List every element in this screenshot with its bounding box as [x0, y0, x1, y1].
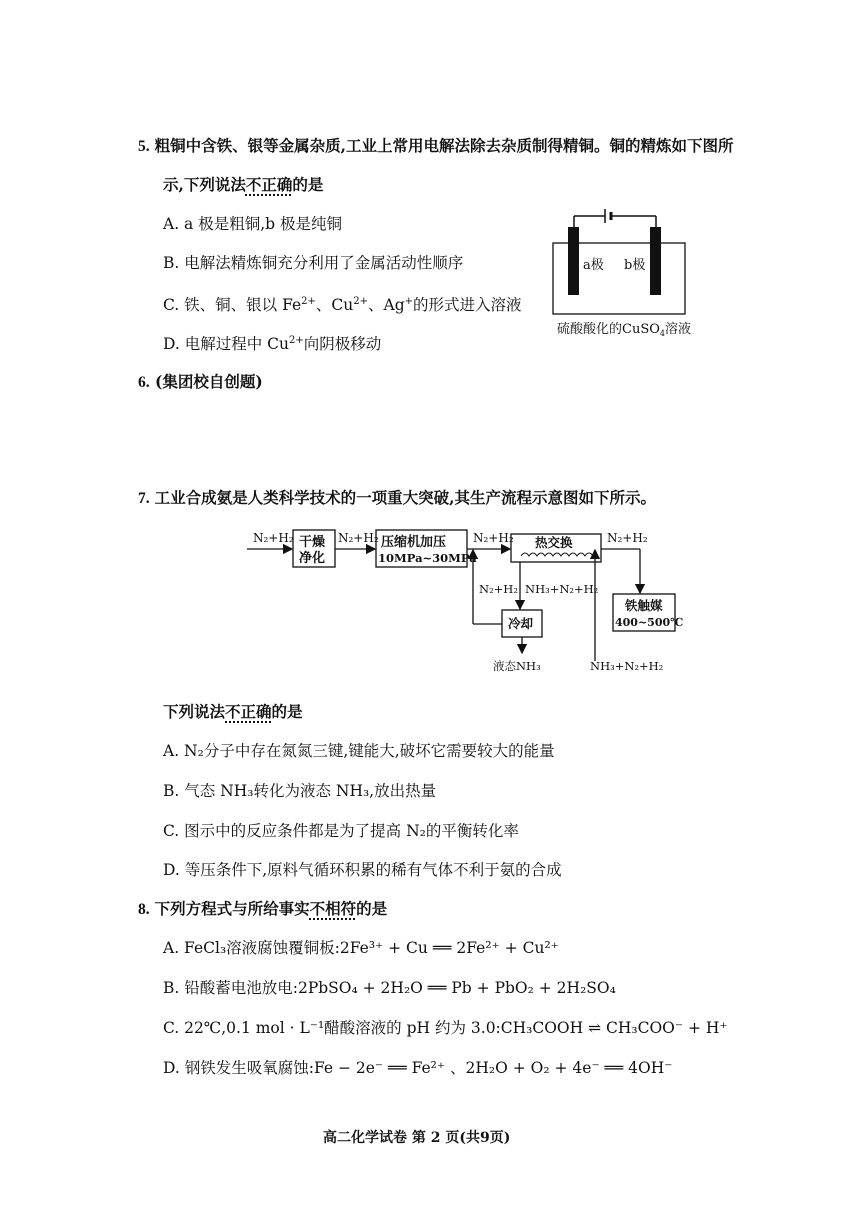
svg-text:压缩机加压: 压缩机加压	[381, 535, 447, 550]
q7-option-a: A. N₂分子中存在氮氮三键,键能大,破坏它需要较大的能量	[163, 742, 555, 760]
q5-option-d: D. 电解过程中 $Cu^{2+}$向阴极移动	[163, 335, 382, 354]
q8-number: 8.	[138, 901, 150, 918]
q7-question: 下列说法不正确的是	[163, 702, 303, 721]
svg-text:10MPa~30MPa: 10MPa~30MPa	[378, 551, 477, 565]
electrolysis-cell-diagram	[545, 205, 695, 345]
svg-text:铁触媒: 铁触媒	[625, 598, 663, 613]
q7-number: 7.	[138, 490, 150, 507]
flow-label-inlet: N₂+H₂	[253, 531, 294, 545]
heat-coil-icon	[521, 553, 593, 556]
q8-option-d: D. 钢铁发生吸氧腐蚀:Fe − 2e⁻ ══ Fe²⁺ 、2H₂O + O₂ + 4e⁻ ══ 4OH⁻	[163, 1059, 673, 1077]
svg-text:热交换: 热交换	[535, 535, 573, 550]
flow-label-2: N₂+H₂	[338, 531, 379, 545]
page-footer: 高二化学试卷 第 2 页(共9页)	[323, 1130, 511, 1146]
battery-icon	[574, 209, 656, 227]
electrode-a-label: a极	[583, 258, 604, 273]
flow-label-recycle: N₂+H₂	[479, 582, 518, 596]
q7-option-b: B. 气态 NH₃转化为液态 NH₃,放出热量	[163, 782, 437, 800]
q5-option-a: A. a 极是粗铜,b 极是纯铜	[163, 215, 342, 233]
electrode-b-label: b极	[624, 258, 646, 273]
electrode-a	[568, 227, 579, 295]
electrode-b	[650, 227, 661, 295]
emphasis-marks: 不相符	[309, 899, 357, 918]
q5-stem-line2: 示,下列说法不正确的是	[163, 175, 324, 194]
emphasis-marks: 不正确	[245, 175, 293, 194]
ammonia-process-flowchart	[245, 520, 685, 680]
q5-option-c: C. 铁、铜、银以 $Fe^{2+}$、$Cu^{2+}$、Ag+的形式进入溶液	[163, 296, 522, 315]
emphasis-marks: 不正确	[225, 702, 272, 721]
q7-stem: 7. 工业合成氨是人类科学技术的一项重大突破,其生产流程示意图如下所示。	[138, 488, 656, 507]
flow-label-mix-up: NH₃+N₂+H₂	[590, 659, 664, 673]
svg-text:400~500℃: 400~500℃	[615, 616, 684, 629]
q7-option-d: D. 等压条件下,原料气循环积累的稀有气体不利于氨的合成	[163, 861, 562, 879]
electrolyte-caption: 硫酸酸化的CuSO$_4$溶液	[557, 322, 691, 338]
q6-stem: 6. (集团校自创题)	[138, 372, 263, 391]
q8-stem: 8. 下列方程式与所给事实不相符的是	[138, 899, 388, 918]
q7-option-c: C. 图示中的反应条件都是为了提高 N₂的平衡转化率	[163, 822, 519, 840]
svg-text:干燥: 干燥	[299, 535, 326, 550]
q6-number: 6.	[138, 374, 150, 391]
svg-text:净化: 净化	[299, 551, 326, 566]
q5-number: 5.	[138, 138, 150, 155]
flow-label-liquid: 液态NH₃	[493, 659, 541, 673]
q8-option-b: B. 铅酸蓄电池放电:2PbSO₄ + 2H₂O ══ Pb + PbO₂ + 2H₂SO₄	[163, 979, 616, 997]
q8-option-a: A. FeCl₃溶液腐蚀覆铜板:2Fe³⁺ + Cu ══ 2Fe²⁺ + Cu²⁺	[163, 939, 559, 957]
q5-stem-line1: 5. 粗铜中含铁、银等金属杂质,工业上常用电解法除去杂质制得精铜。铜的精炼如下图所	[138, 136, 734, 155]
svg-text:冷却: 冷却	[508, 616, 534, 631]
q5-option-b: B. 电解法精炼铜充分利用了金属活动性顺序	[163, 254, 464, 272]
flow-label-4: N₂+H₂	[607, 531, 648, 545]
q8-option-c: C. 22℃,0.1 mol · L⁻¹醋酸溶液的 pH 约为 3.0:CH₃COOH ⇌ CH₃COO⁻ + H⁺	[163, 1019, 728, 1037]
flow-label-3: N₂+H₂	[473, 531, 514, 545]
flow-label-mix-down: NH₃+N₂+H₂	[525, 582, 599, 596]
